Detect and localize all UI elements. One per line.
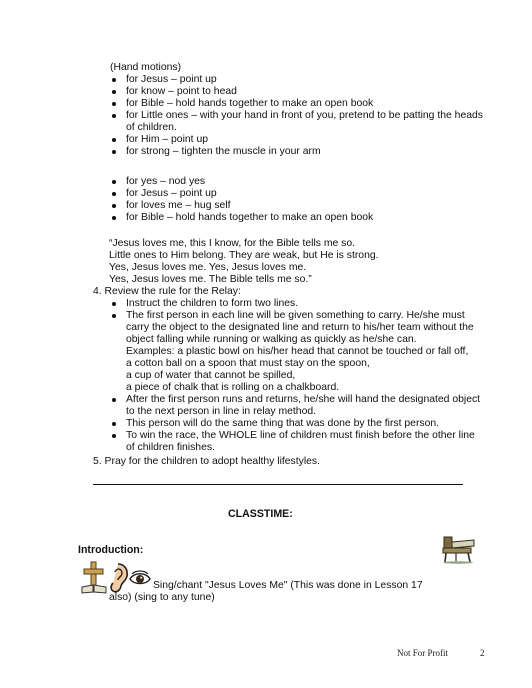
list-item: for Bible – hold hands together to make an open book	[126, 212, 374, 223]
list-item-continuation: of children.	[126, 122, 177, 133]
bullet-dot	[112, 434, 116, 438]
list-item: for Him – point up	[126, 134, 209, 145]
footer-label: Not For Profit	[397, 648, 449, 658]
list-item: To win the race, the WHOLE line of children must finish before the other line	[126, 430, 475, 441]
introduction-heading: Introduction:	[78, 544, 144, 556]
section-divider	[93, 484, 463, 485]
classtime-heading: CLASSTIME:	[228, 508, 293, 520]
page-number: 2	[480, 648, 485, 658]
list-item: for Little ones – with your hand in front of you, pretend to be patting the heads	[126, 110, 483, 121]
list-item: Instruct the children to form two lines.	[126, 298, 299, 309]
list-item: The first person in each line will be given something to carry. He/she must	[126, 310, 465, 321]
list-item-continuation: carry the object to the designated line and return to his/her team without the	[126, 322, 474, 333]
list-item: This person will do the same thing that was done by the first person.	[126, 418, 440, 429]
bullet-dot	[112, 150, 116, 154]
list-item-continuation: a cotton ball on a spoon that must stay on the spoon,	[126, 358, 370, 369]
song-lyric-line: “Jesus loves me, this I know, for the Bible tells me so.	[109, 238, 356, 249]
list-item: for strong – tighten the muscle in your arm	[126, 146, 321, 157]
bullet-dot	[112, 180, 116, 184]
song-lyric-line: Little ones to Him belong. They are weak, but He is strong.	[109, 250, 379, 261]
bullet-dot	[112, 138, 116, 142]
list-item-continuation: object falling while running or walking as quickly as he/she can.	[126, 334, 417, 345]
step-5: 5. Pray for the children to adopt healthy lifestyles.	[93, 456, 320, 467]
bullet-dot	[112, 192, 116, 196]
list-item-continuation: Examples: a plastic bowl on his/her head that cannot be touched or fall off,	[126, 346, 469, 357]
bullet-dot	[112, 398, 116, 402]
song-lyric-line: Yes, Jesus loves me. Yes, Jesus loves me.	[109, 262, 307, 273]
introduction-activity-line: also) (sing to any tune)	[109, 592, 215, 603]
list-item-continuation: of children finishes.	[126, 442, 215, 453]
list-item: for know – point to head	[126, 86, 237, 97]
song-lyric-line: Yes, Jesus loves me. The Bible tells me so.”	[109, 274, 312, 285]
list-item-continuation: a piece of chalk that is rolling on a chalkboard.	[126, 382, 340, 393]
list-item: for Jesus – point up	[126, 74, 217, 85]
list-item: After the first person runs and returns, he/she will hand the designated object	[126, 394, 481, 405]
bullet-dot	[112, 422, 116, 426]
list-item: for Bible – hold hands together to make an open book	[126, 98, 374, 109]
ear-icon	[107, 562, 129, 594]
bullet-dot	[112, 314, 116, 318]
list-item: for Jesus – point up	[126, 188, 217, 199]
eye-icon	[129, 570, 151, 586]
bullet-dot	[112, 216, 116, 220]
hand-motions-heading: (Hand motions)	[110, 62, 182, 73]
cross-icon	[80, 560, 108, 594]
bullet-dot	[112, 204, 116, 208]
list-item-continuation: to the next person in line in relay method.	[126, 406, 317, 417]
bullet-dot	[112, 102, 116, 106]
bullet-dot	[112, 302, 116, 306]
list-item: for yes – nod yes	[126, 176, 206, 187]
list-item-continuation: a cup of water that cannot be spilled,	[126, 370, 296, 381]
bullet-dot	[112, 114, 116, 118]
bullet-dot	[112, 78, 116, 82]
list-item: for loves me – hug self	[126, 200, 231, 211]
bullet-dot	[112, 90, 116, 94]
introduction-activity-line: Sing/chant "Jesus Loves Me" (This was done in Lesson 17	[153, 580, 423, 591]
step-4: 4. Review the rule for the Relay:	[93, 286, 241, 297]
desk-icon	[440, 534, 478, 564]
